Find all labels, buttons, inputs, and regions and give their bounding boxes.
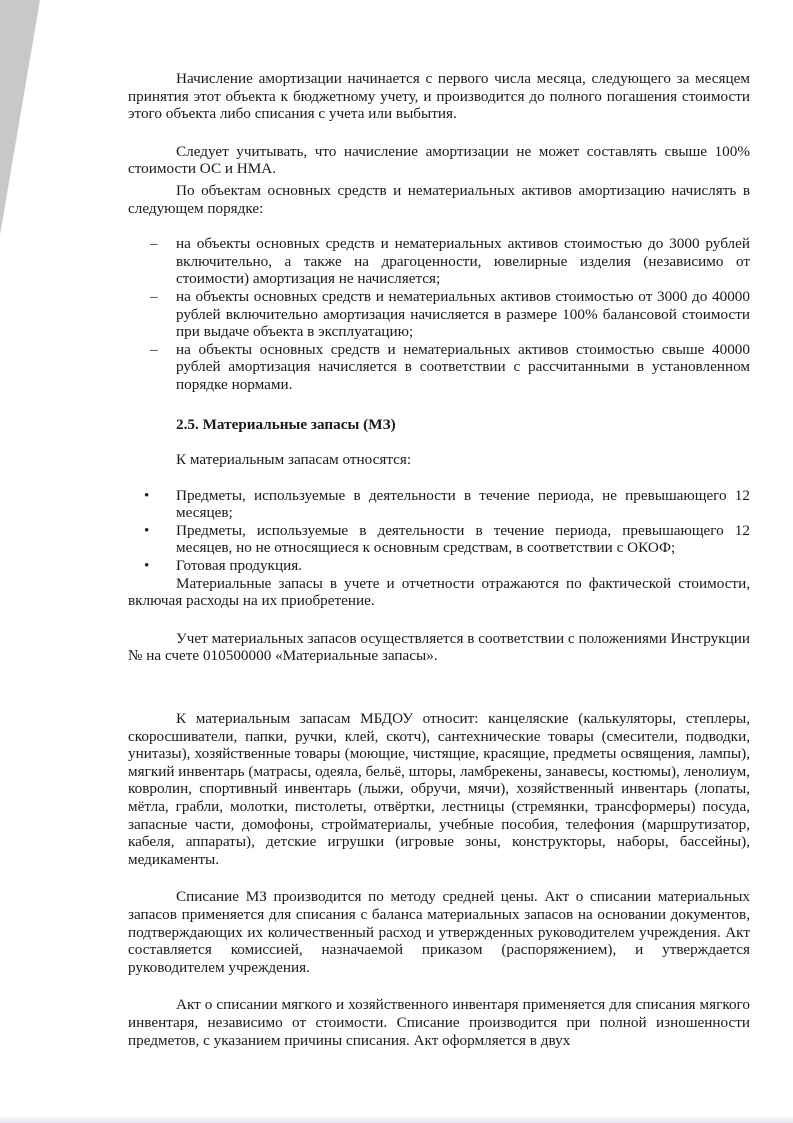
dash-marker: –: [150, 340, 158, 358]
paragraph-inventory-intro: К материальным запасам относятся:: [176, 451, 412, 469]
bullet-marker: •: [144, 521, 150, 539]
scan-corner-fold: [0, 0, 40, 235]
paragraph-depreciation-limit: Следует учитывать, что начисление амортизации не может составлять свыше 100% стоимости ОС и НМА.: [128, 142, 750, 178]
paragraph-inventory-valuation: Материальные запасы в учете и отчетности отражаются по фактической стоимости, включая расходы на их приобретение.: [128, 574, 750, 610]
paragraph-depreciation-order: По объектам основных средств и нематериальных активов амортизацию начислять в следующем порядке:: [128, 181, 750, 217]
paragraph-inventory-list: К материальным запасам МБДОУ относит: канцеляские (калькуляторы, степлеры, скоросшиватели, папки, ручки, клей, скотч), сантехнические товары (смесители, подводки, унитазы), хозяйственные товары (моющие, чистящие, красящие, предметы освящения, лампы), мягкий инвентарь (матрасы, одеяла, бельё, шторы, ламбрекены, занавесы, костюмы), ленолиум, ковролин, спортивный инвентарь (лыжи, обручи, мячи), хозяйственный инвентарь (лопаты, мётла, грабли, молотки, пистолеты, отвёртки, лестницы (стремянки, трансформеры) посуда, запасные части, домофоны, стройматериалы, учебные пособия, телефония (маршрутизатор, кабеля, аппараты), детские игрушки (игровые зоны, конструкторы, наборы, бассейны), медикаменты.: [128, 710, 750, 868]
inventory-types-list: [122, 487, 750, 575]
paragraph-inventory-accounting: Учет материальных запасов осуществляется в соответствии с положениями Инструкции № на счете 010500000 «Материальные запасы».: [128, 629, 750, 665]
paragraph-depreciation-start: Начисление амортизации начинается с первого числа месяца, следующего за месяцем принятия этот объекта к бюджетному учету, и производится до полного погашения стоимости этого объекта либо списания с учета или выбытия.: [128, 70, 750, 123]
scan-bottom-edge: [0, 1115, 793, 1123]
dash-marker: –: [150, 235, 158, 253]
bullet-marker: •: [144, 557, 150, 575]
list-item: • Предметы, используемые в деятельности в течение периода, превышающего 12 месяцев, но не относящиеся к основным средствам, в соответствии с ОКОФ;: [144, 521, 750, 557]
dash-marker: –: [150, 287, 158, 305]
bullet-marker: •: [144, 486, 150, 504]
depreciation-rules-list: [128, 235, 750, 393]
list-item: – на объекты основных средств и нематериальных активов стоимостью свыше 40000 рублей амортизация начисляется в соответствии с рассчитанными в установленном порядке нормами.: [150, 340, 750, 393]
document-page: [128, 70, 750, 1049]
list-item: – на объекты основных средств и нематериальных активов стоимостью от 3000 до 40000 рублей включительно амортизация начисляется в размере 100% балансовой стоимости при выдаче объекта в эксплуатацию;: [150, 287, 750, 341]
list-item: – на объекты основных средств и нематериальных активов стоимостью до 3000 рублей включительно, а также на драгоценности, ювелирные изделия (независимо от стоимости) амортизация не начисляется;: [150, 235, 750, 288]
list-item: • Готовая продукция.: [144, 557, 302, 575]
paragraph-writeoff-soft-inventory: Акт о списании мягкого и хозяйственного инвентаря применяется для списания мягкого инвентаря, независимо от стоимости. Списание производится при полной изношенности предметов, с указанием причины списания. Акт оформляется в двух: [128, 996, 750, 1049]
section-heading: 2.5. Материальные запасы (МЗ): [176, 415, 396, 433]
paragraph-writeoff-method: Списание МЗ производится по методу средней цены. Акт о списании материальных запасов применяется для списания с баланса материальных запасов на основании документов, подтверждающих их количественный расход и утвержденных руководителем учреждения. Акт составляется комиссией, назначаемой приказом (распоряжением), и утверждается руководителем учреждения.: [128, 888, 750, 976]
list-item: • Предметы, используемые в деятельности в течение периода, не превышающего 12 месяцев;: [144, 486, 750, 522]
